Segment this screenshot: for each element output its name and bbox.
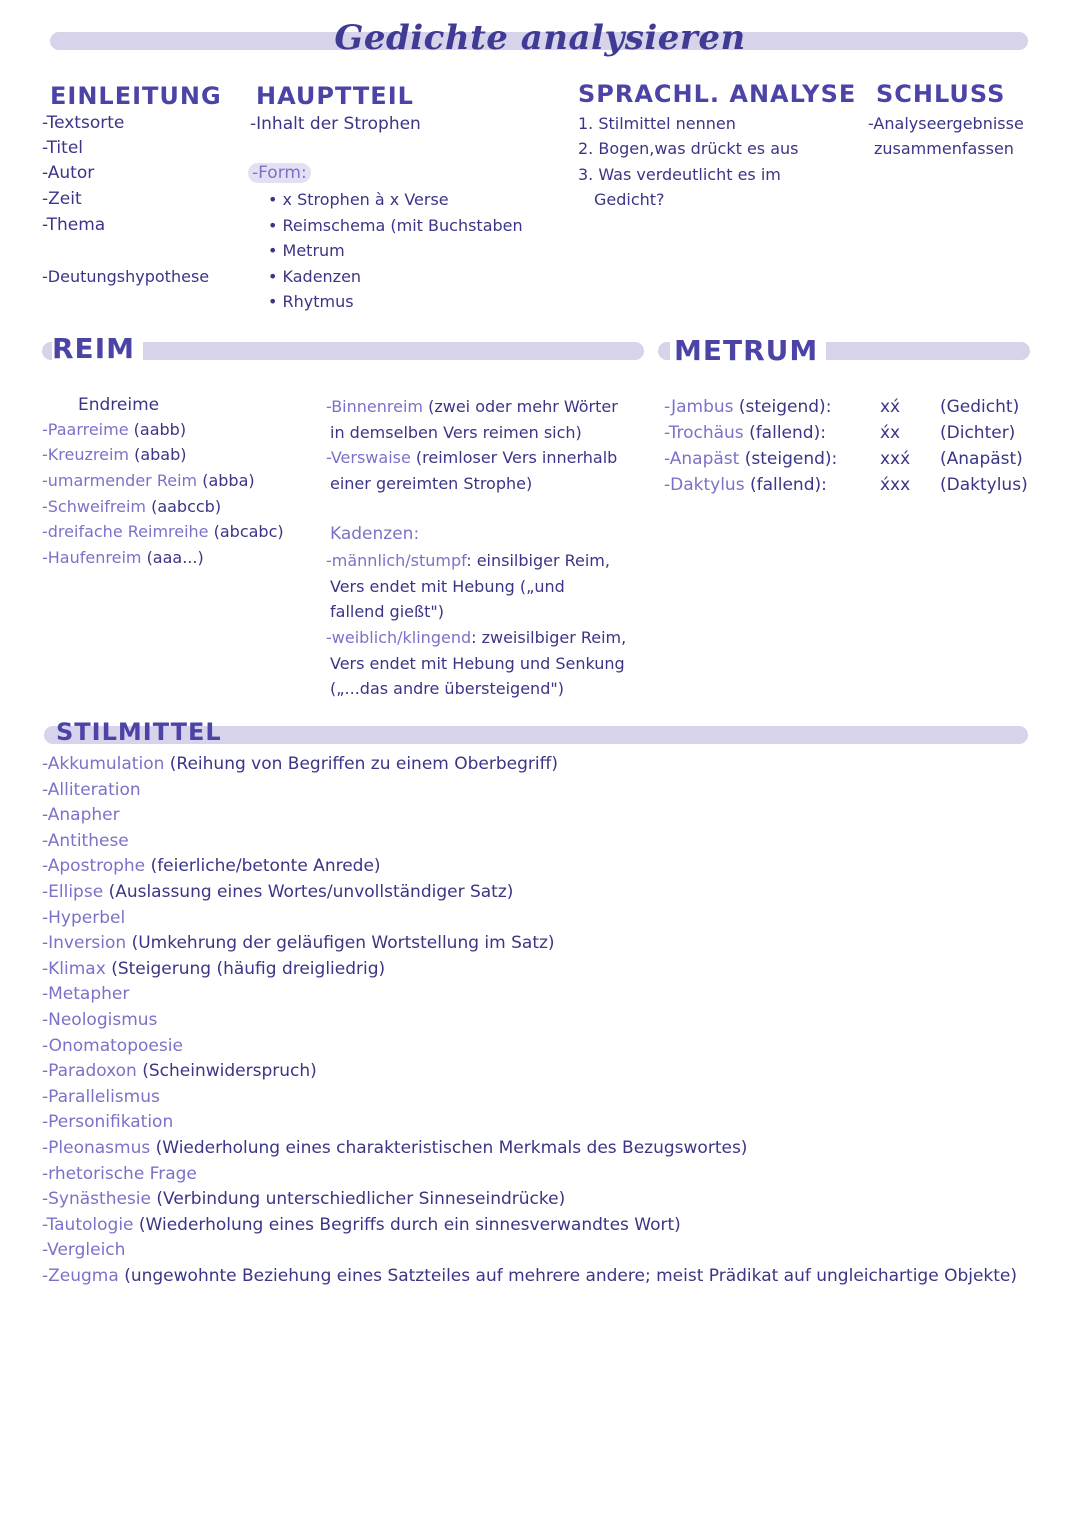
stilmittel-item <box>42 1238 1042 1264</box>
stilmittel-name: -Neologismus <box>42 1009 158 1030</box>
weiblich-line: Vers endet mit Hebung und Senkung <box>330 654 625 673</box>
stilmittel-name: -Tautologie <box>42 1214 134 1235</box>
endreime-heading: Endreime <box>78 395 160 415</box>
binnenreim-desc: (zwei oder mehr Wörter <box>428 397 618 416</box>
schluss-item: -Analyseergebnisse <box>868 114 1024 133</box>
stilmittel-item <box>42 829 1042 855</box>
einleitung-item: -Thema <box>42 215 106 235</box>
endreim-item <box>42 519 284 545</box>
stilmittel-name: -Klimax <box>42 958 106 979</box>
metrum-dir: (steigend): <box>744 449 838 469</box>
stilmittel-item <box>42 957 1042 983</box>
endreim-name: -Kreuzreim <box>42 445 129 464</box>
metrum-heading: METRUM <box>670 334 826 367</box>
hauptteil-form-item: • x Strophen à x Verse <box>268 190 449 209</box>
binnenreim-line: in demselben Vers reimen sich) <box>330 423 582 442</box>
kadenzen-heading: Kadenzen: <box>330 524 420 544</box>
metrum-name: -Daktylus <box>664 475 745 495</box>
verswaise-name: -Verswaise <box>326 448 411 467</box>
stilmittel-item <box>42 1008 1042 1034</box>
stilmittel-desc: (Wiederholung eines charakteristischen Merkmals des Bezugswortes) <box>155 1137 748 1158</box>
einleitung-item: -Autor <box>42 163 95 183</box>
stilmittel-name: -Onomatopoesie <box>42 1035 183 1056</box>
einleitung-item: -Textsorte <box>42 113 125 133</box>
stilmittel-item <box>42 906 1042 932</box>
stilmittel-item <box>42 880 1042 906</box>
stilmittel-name: -Ellipse <box>42 881 104 902</box>
weiblich-name: -weiblich/klingend <box>326 628 472 647</box>
metrum-row <box>664 472 827 498</box>
stilmittel-item <box>42 1162 1042 1188</box>
stilmittel-name: -Vergleich <box>42 1240 126 1261</box>
stilmittel-item <box>42 1034 1042 1060</box>
metrum-pattern: x́xx <box>880 475 911 495</box>
stilmittel-desc: (Verbindung unterschiedlicher Sinneseindrücke) <box>156 1189 566 1210</box>
stilmittel-item <box>42 1136 1042 1162</box>
stilmittel-item <box>42 803 1042 829</box>
analyse-item: Gedicht? <box>594 190 665 209</box>
endreim-scheme: (abba) <box>202 471 255 490</box>
stilmittel-name: -Akkumulation <box>42 754 165 774</box>
stilmittel-item <box>42 1110 1042 1136</box>
stilmittel-name: -Personifikation <box>42 1112 174 1133</box>
hauptteil-inhalt: -Inhalt der Strophen <box>250 114 421 134</box>
maennlich-line: fallend gießt") <box>330 602 444 621</box>
stilmittel-item <box>42 1187 1042 1213</box>
hauptteil-form-item: • Metrum <box>268 241 345 260</box>
maennlich-line: Vers endet mit Hebung („und <box>330 577 565 596</box>
stilmittel-item <box>42 982 1042 1008</box>
hauptteil-form-label <box>248 161 311 187</box>
endreim-item <box>42 442 186 468</box>
stilmittel-desc: (Umkehrung der geläufigen Wortstellung im Satz) <box>131 933 555 954</box>
hauptteil-form-item: • Reimschema (mit Buchstaben <box>268 216 523 235</box>
stilmittel-item <box>42 752 1042 778</box>
endreim-scheme: (aabb) <box>133 420 187 439</box>
endreim-name: -Schweifreim <box>42 497 146 516</box>
endreim-scheme: (abab) <box>134 445 187 464</box>
analyse-item: 3. Was verdeutlicht es im <box>578 165 781 184</box>
stilmittel-desc: (Steigerung (häufig dreigliedrig) <box>111 958 386 979</box>
metrum-example: (Gedicht) <box>940 397 1020 417</box>
binnenreim-name: -Binnenreim <box>326 397 423 416</box>
stilmittel-item <box>42 1085 1042 1111</box>
stilmittel-name: -Metapher <box>42 984 130 1005</box>
metrum-dir: (fallend): <box>749 475 827 495</box>
metrum-pattern: xx́ <box>880 397 901 417</box>
analyse-item: 2. Bogen,was drückt es aus <box>578 139 799 158</box>
stilmittel-item <box>42 1264 1042 1290</box>
metrum-row <box>664 420 826 446</box>
sprachl-analyse-heading: SPRACHL. ANALYSE <box>578 80 857 108</box>
stilmittel-name: -Synästhesie <box>42 1189 151 1210</box>
hauptteil-form-item: • Kadenzen <box>268 267 362 286</box>
page-title: Gedichte analysieren <box>334 18 746 58</box>
stilmittel-list <box>42 752 1042 1289</box>
endreim-scheme: (aabccb) <box>151 497 222 516</box>
stilmittel-item <box>42 1059 1042 1085</box>
stilmittel-desc: (ungewohnte Beziehung eines Satzteiles auf mehrere andere; meist Prädikat auf ungleichartige Objekte) <box>124 1265 1018 1286</box>
metrum-dir: (fallend): <box>749 423 826 443</box>
weiblich-line <box>326 625 626 651</box>
stilmittel-item <box>42 1213 1042 1239</box>
stilmittel-name: -Pleonasmus <box>42 1137 151 1158</box>
stilmittel-name: -Antithese <box>42 830 129 851</box>
reim-heading: REIM <box>52 332 143 365</box>
stilmittel-name: -rhetorische Frage <box>42 1163 197 1184</box>
stilmittel-desc: (Reihung von Begriffen zu einem Oberbegriff) <box>169 754 558 774</box>
schluss-heading: SCHLUSS <box>876 80 1006 108</box>
metrum-name: -Jambus <box>664 397 734 417</box>
weiblich-desc: : zweisilbiger Reim, <box>471 628 627 647</box>
form-label-text: -Form: <box>248 163 311 183</box>
metrum-dir: (steigend): <box>738 397 832 417</box>
stilmittel-heading: STILMITTEL <box>56 718 222 746</box>
endreim-item <box>42 545 204 571</box>
stilmittel-name: -Inversion <box>42 933 127 954</box>
maennlich-name: -männlich/stumpf <box>326 551 467 570</box>
endreim-scheme: (abcabc) <box>213 522 284 541</box>
einleitung-item: -Titel <box>42 138 84 158</box>
endreim-name: -Haufenreim <box>42 548 142 567</box>
endreim-name: -dreifache Reimreihe <box>42 522 209 541</box>
endreim-scheme: (aaa...) <box>146 548 204 567</box>
stilmittel-item <box>42 778 1042 804</box>
stilmittel-name: -Zeugma <box>42 1265 119 1286</box>
endreim-name: -umarmender Reim <box>42 471 198 490</box>
einleitung-item: -Zeit <box>42 189 82 209</box>
stilmittel-desc: (feierliche/betonte Anrede) <box>150 856 381 877</box>
binnenreim-line <box>326 394 618 420</box>
schluss-item: zusammenfassen <box>874 139 1014 158</box>
metrum-name: -Trochäus <box>664 423 744 443</box>
verswaise-line <box>326 445 617 471</box>
metrum-pattern: x́x <box>880 423 901 443</box>
metrum-row <box>664 446 837 472</box>
stilmittel-desc: (Scheinwiderspruch) <box>142 1061 317 1082</box>
einleitung-heading: EINLEITUNG <box>50 82 222 110</box>
analyse-item: 1. Stilmittel nennen <box>578 114 736 133</box>
maennlich-line <box>326 548 610 574</box>
stilmittel-name: -Parallelismus <box>42 1086 160 1107</box>
metrum-example: (Anapäst) <box>940 449 1023 469</box>
stilmittel-name: -Alliteration <box>42 779 141 800</box>
verswaise-line: einer gereimten Strophe) <box>330 474 533 493</box>
verswaise-desc: (reimloser Vers innerhalb <box>415 448 618 467</box>
stilmittel-name: -Hyperbel <box>42 907 126 928</box>
endreim-item <box>42 468 255 494</box>
endreim-item <box>42 494 221 520</box>
stilmittel-name: -Anapher <box>42 805 120 826</box>
stilmittel-name: -Paradoxon <box>42 1061 137 1082</box>
metrum-example: (Dichter) <box>940 423 1016 443</box>
maennlich-desc: : einsilbiger Reim, <box>466 551 610 570</box>
metrum-name: -Anapäst <box>664 449 740 469</box>
stilmittel-desc: (Wiederholung eines Begriffs durch ein sinnesverwandtes Wort) <box>138 1214 681 1235</box>
stilmittel-name: -Apostrophe <box>42 856 146 877</box>
metrum-pattern: xxx́ <box>880 449 911 469</box>
hauptteil-heading: HAUPTTEIL <box>256 82 414 110</box>
weiblich-line: („...das andre übersteigend") <box>330 679 564 698</box>
einleitung-item: -Deutungshypothese <box>42 267 210 286</box>
metrum-row <box>664 394 831 420</box>
endreim-item <box>42 417 186 443</box>
stilmittel-item <box>42 854 1042 880</box>
hauptteil-form-item: • Rhytmus <box>268 292 354 311</box>
stilmittel-desc: (Auslassung eines Wortes/unvollständiger Satz) <box>108 881 514 902</box>
metrum-example: (Daktylus) <box>940 475 1028 495</box>
endreim-name: -Paarreime <box>42 420 129 439</box>
stilmittel-item <box>42 931 1042 957</box>
